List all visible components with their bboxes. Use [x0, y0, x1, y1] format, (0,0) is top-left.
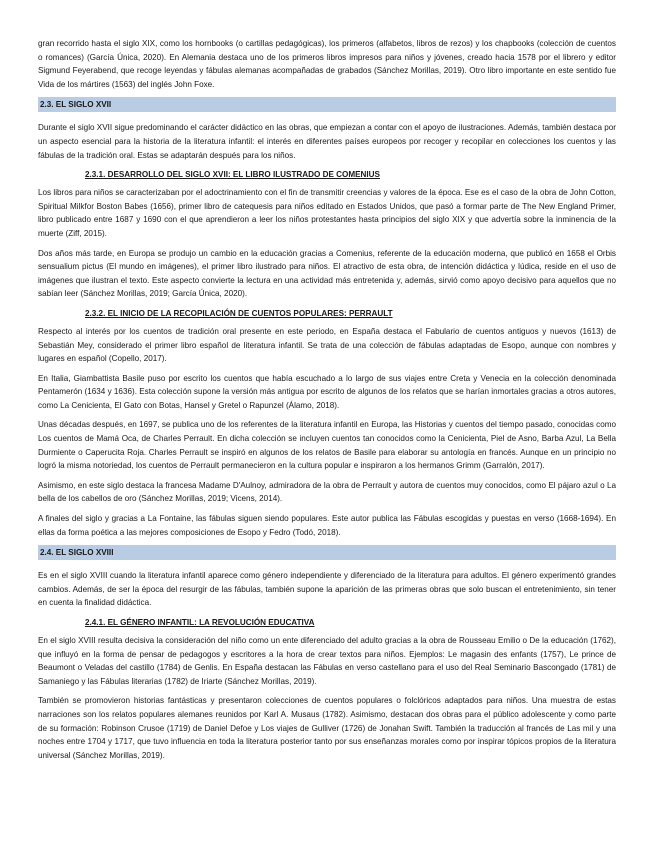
subsection-heading-comenius: 2.3.1. DESARROLLO DEL SIGLO XVII: EL LIBRO ILUSTRADO DE COMENIUS [85, 170, 380, 180]
paragraph-fantasticas: También se promovieron historias fantásticas y presentaron colecciones de cuentos populares o folclóricos adaptados para niños. Una muestra de estas narraciones son los relatos populares alemanes reunidos por Karl A. Musaus (1782). Asimismo, destacan dos obras para el público adolescente y como parte de su formación: Robinson Crusoe (1719) de Daniel Defoe y Los viajes de Gulliver (1726) de Jonahan Swift. También la traducción al francés de Las mil y una noches entre 1704 y 1717, que tuvo influencia en toda la literatura posterior tanto por sus enseñanzas morales como por inspirar tópicos propios de la literatura universal (Sánchez Morillas, 2019). [38, 696, 616, 760]
document-page [38, 37, 616, 768]
paragraph-cotton: Los libros para niños se caracterizaban por el adoctrinamiento con el fin de transmitir creencias y valores de la época. Ese es el caso de la obra de John Cotton, Spiritual Milkfor Boston Babes (1656), primer libro de catequesis para niños editado en Estados Unidos, que pasó a formar parte de The New England Primer, libro publicado entre 1687 y 1690 con el que aprendieron a leer los niños protestantes hasta principios del siglo XIX y que advertía sobre la inminencia de la muerte (Ziff, 2015). [38, 188, 616, 238]
paragraph-fabulario: Respecto al interés por los cuentos de tradición oral presente en este periodo, en España destaca el Fabulario de cuentos antiguos y nuevos (1613) de Sebastián Mey, considerado el primer libro español de literatura infantil. Se trata de una colección de fábulas adaptadas de Esopo, aunque con nombres y lugares en español (Copello, 2017). [38, 326, 616, 364]
section-heading-siglo-xvii: 2.3. EL SIGLO XVII [38, 97, 616, 112]
paragraph-rousseau: En el siglo XVIII resulta decisiva la consideración del niño como un ente diferenciado del adulto gracias a la obra de Rousseau Emilio o De la educación (1762), que influyó en la forma de pensar de pedagogos y escritores a la hora de crear textos para niños. Ejemplos: Le magasin des enfants (1757), Le prince de Beaumont o Veladas del castillo (1784) de Genlis. En España destacan las Fábulas en verso castellano para el uso del Real Seminario Bascongado (1781) de Samaniego y las Fábulas literarias (1782) de Iriarte (Sánchez Morillas, 2019). [38, 636, 616, 686]
paragraph-siglo-xvii: Durante el siglo XVII sigue predominando el carácter didáctico en las obras, que empiezan a contar con el apoyo de ilustraciones. Además, también destaca por un aspecto esencial para la historia de la literatura infantil: el interés en diferentes países europeos por recoger y recopilar en colecciones los cuentos y las fábulas de la tradición oral. Estas se adaptarán después para los niños. [38, 123, 616, 160]
paragraph-intro: gran recorrido hasta el siglo XIX, como los hornbooks (o cartillas pedagógicas), los primeros (alfabetos, libros de rezos) y los chapbooks (colección de cuentos o romances) (García Única, 2020). En Alemania destaca uno de los primeros libros impresos para niños y jóvenes, creado hacia 1578 por el librero y editor Sigmund Feyerabend, que recoge leyendas y fábulas alemanas acompañadas de grabados (Sánchez Morillas, 2019). Otro libro importante en este sentido fue Vida de los mártires (1563) del inglés John Foxe. [38, 39, 616, 89]
paragraph-basile: En Italia, Giambattista Basile puso por escrito los cuentos que había escuchado a lo largo de sus viajes entre Creta y Venecia en la colección denominada Pentamerón (1634 y 1636). Esta colección supone la versión más antigua por escrito de algunos de los relatos que se harían inmortales gracias a otros autores, como La Cenicienta, El Gato con Botas, Hansel y Gretel o Rapunzel (Álamo, 2018). [38, 373, 616, 410]
section-heading-siglo-xviii: 2.4. EL SIGLO XVIII [38, 545, 616, 560]
paragraph-siglo-xviii: Es en el siglo XVIII cuando la literatura infantil aparece como género independiente y diferenciado de la literatura para adultos. El género experimentó grandes cambios. Además, de ser la época del resurgir de las fábulas, también supone la aparición de las primeras obras que solo buscan el entretenimiento, sin tener en cuenta la finalidad didáctica. [38, 571, 616, 608]
paragraph-perrault: Unas décadas después, en 1697, se publica uno de los referentes de la literatura infantil en Europa, las Historias y cuentos del tiempo pasado, conocidas como Los cuentos de Mamá Oca, de Charles Perrault. En dicha colección se incluyen cuentos tan conocidos como la Cenicienta, Piel de Asno, Barba Azul, La Bella Durmiente o Caperucita Roja. Charles Perrault se inspiró en algunos de los relatos de Basile para elaborar su antología en francés. Aunque en un principio no logró la misma notoriedad, los cuentos de Perrault permanecieron en la cultura popular e inspiraron a los hermanos Grimm (Garralón, 2017). [38, 420, 616, 471]
paragraph-la-fontaine: A finales del siglo y gracias a La Fontaine, las fábulas siguen siendo populares. Este autor publica las Fábulas escogidas y puestas en verso (1668-1694). En ellas da forma poética a las mejores composiciones de Esopo y Fedro (Todó, 2018). [38, 514, 616, 537]
paragraph-aulnoy: Asimismo, en este siglo destaca la francesa Madame D'Aulnoy, admiradora de la obra de Perrault y autora de cuentos muy conocidos, como El pájaro azul o La bella de los cabellos de oro (Sánchez Morillas, 2019; Vicens, 2014). [38, 480, 616, 504]
paragraph-comenius: Dos años más tarde, en Europa se produjo un cambio en la educación gracias a Comenius, referente de la educación moderna, que publicó en 1658 el Orbis sensualium pictus (El mundo en imágenes), el primer libro ilustrado para niños. El atractivo de esta obra, de intención didáctica y lúdica, reside en el uso de imágenes que ilustran el texto. Este aspecto convierte la lectura en una actividad más entretenida y, además, sirvió como apoyo decisivo para aquellos que no sabían leer (Sánchez Morillas, 2019; García Única, 2020). [38, 248, 616, 299]
subsection-heading-perrault: 2.3.2. EL INICIO DE LA RECOPILACIÓN DE CUENTOS POPULARES: PERRAULT [85, 308, 393, 318]
subsection-heading-revolucion: 2.4.1. EL GÉNERO INFANTIL: LA REVOLUCIÓN EDUCATIVA [85, 618, 315, 627]
